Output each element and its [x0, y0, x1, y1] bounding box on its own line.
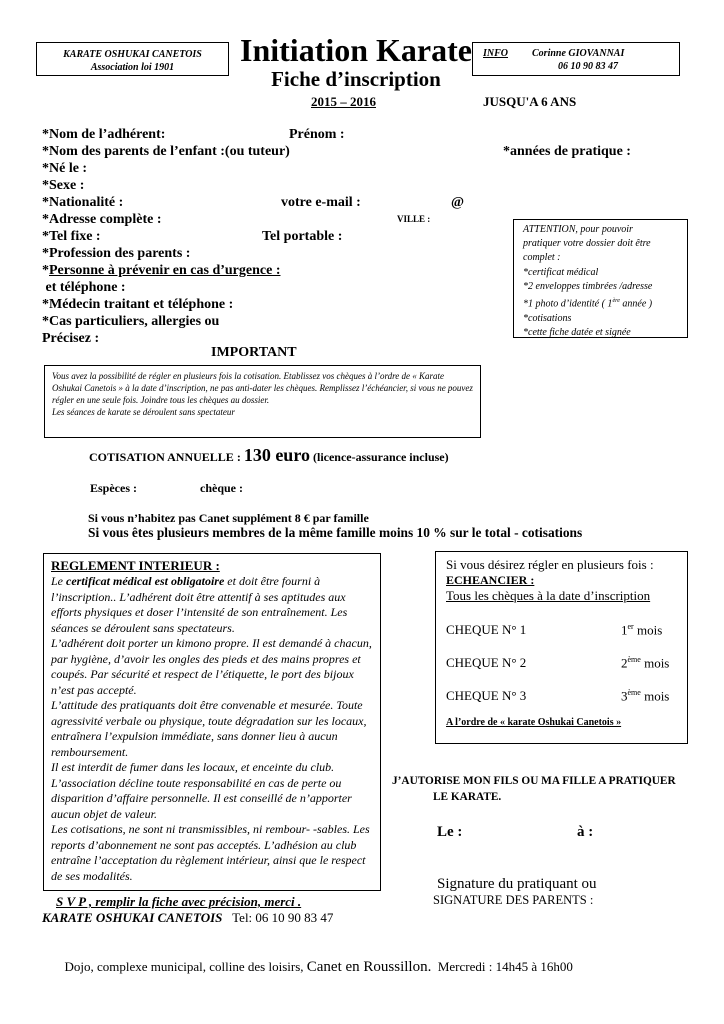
field-annees: *années de pratique : — [503, 144, 631, 159]
field-prenom: Prénom : — [289, 127, 345, 142]
echeancier-box — [435, 551, 688, 744]
info-phone: 06 10 90 83 47 — [558, 61, 618, 72]
echeancier-ordre: A l’ordre de « karate Oshukai Canetois » — [446, 717, 622, 728]
attention-line-2: complet : — [523, 252, 561, 264]
cheque-3-label: CHEQUE N° 3 — [446, 688, 527, 703]
cotisation-amount: 130 euro — [243, 445, 310, 465]
club-assoc: Association loi 1901 — [90, 62, 175, 73]
reglement-p4: Il est interdit de fumer dans les locaux, et enceinte du club. L’association décline toute responsabilité en cas de perte ou disparition d’affaire personnelle. Il est conseillé de n’apporter aucun objet de valeur. — [51, 760, 352, 821]
reduction-text: Si vous êtes plusieurs membres de la même famille moins 10 % sur le total - cotisations — [88, 525, 583, 540]
info-label: INFO — [483, 48, 509, 59]
cotisation-line — [89, 444, 449, 468]
reglement-p5: Les cotisations, ne sont ni transmissibles, ni rembour- -sables. Les reports d’abonnement ne sont pas acceptés. L’adhésion au club entraîne l’acceptation du règlement intérieur, ainsi que le respect de ses modalités. — [51, 822, 370, 883]
cotisation-note: (licence-assurance incluse) — [309, 450, 449, 464]
reglement-p3: L’attitude des pratiquants doit être convenable et mesurée. Toute agressivité verbale ou physique, toute dégradation sur les locaux, entraînera l’expulsion immédiate, sans donner lieu à aucun remboursement. — [51, 698, 367, 759]
field-sexe: *Sexe : — [42, 178, 85, 193]
field-email: votre e-mail : — [281, 195, 361, 210]
attention-line-4: *2 enveloppes timbrées /adresse — [523, 280, 653, 292]
signature-label-1: Signature du pratiquant ou — [437, 876, 597, 892]
attention-line-6: *cette fiche datée et signée — [523, 326, 631, 338]
cheque-2-label: CHEQUE N° 2 — [446, 655, 527, 670]
field-parents: *Nom des parents de l’enfant :(ou tuteur) — [42, 144, 290, 159]
club-name: KARATE OSHUKAI CANETOIS — [63, 49, 202, 60]
cheque-3-month: 3ème mois — [621, 688, 670, 704]
reglement-box — [43, 553, 381, 891]
season: 2015 – 2016 — [311, 94, 376, 109]
footer-club: KARATE OSHUKAI CANETOIS Tel: 06 10 90 83 47 — [42, 910, 334, 925]
cotisation-label: COTISATION ANNUELLE : — [89, 450, 244, 464]
field-ne-le: *Né le : — [42, 161, 88, 176]
cheque-2-month: 2ème mois — [621, 655, 670, 671]
field-telephone: et téléphone : — [42, 280, 126, 295]
svp-text: S V P , remplir la fiche avec précision, merci . — [56, 894, 302, 909]
cheque-label: chèque : — [200, 481, 243, 495]
field-urgence: *Personne à prévenir en cas d’urgence : — [42, 263, 281, 278]
echeancier-intro: Si vous désirez régler en plusieurs fois : — [446, 557, 654, 572]
attention-line-3: *certificat médical — [523, 266, 599, 278]
echeancier-title: ECHEANCIER : — [446, 573, 535, 587]
cheque-1-label: CHEQUE N° 1 — [446, 622, 527, 637]
echeancier-row — [446, 647, 687, 680]
age-limit: JUSQU'A 6 ANS — [483, 94, 577, 109]
field-cas: *Cas particuliers, allergies ou — [42, 314, 220, 329]
attention-line-5: *cotisations — [523, 312, 572, 324]
club-box — [36, 42, 229, 76]
field-medecin: *Médecin traitant et téléphone : — [42, 297, 234, 312]
page-subtitle: Fiche d’inscription — [271, 67, 441, 91]
date-label: Le : — [437, 824, 463, 840]
email-at: @ — [451, 195, 465, 210]
cheque-1-month: 1er mois — [621, 622, 663, 638]
reglement-p1: Le certificat médical est obligatoire et doit être fourni à l’inscription.. L’adhérent doit être attentif à ses aptitudes aux efforts physiques et doser l’intensité de son entraînement. Les séances se déroulent sans spectateurs. — [51, 574, 348, 635]
page-title: Initiation Karate — [240, 32, 472, 68]
attention-box — [513, 219, 688, 338]
attention-line-1: pratiquer votre dossier doit être — [523, 238, 651, 250]
field-tel-portable: Tel portable : — [262, 229, 343, 244]
field-profession: *Profession des parents : — [42, 246, 191, 261]
info-name: Corinne GIOVANNAI — [532, 48, 625, 59]
reglement-p2: L’adhérent doit porter un kimono propre. Il est demandé à chacun, par hygiène, d’avoir les ongles des pieds et des mains propres et coupés. Par sécurité et respect de l’étiquette, le port des bijoux n’est pas accepté. — [51, 636, 372, 697]
important-text: Vous avez la possibilité de régler en plusieurs fois la cotisation. Etablissez vos chèques à l’ordre de « Karate Oshukai Canetois » à la date d’inscription, ne pas anti-dater les chèques. Remplissez l’échéancier, si vous ne pouvez régler en une seule fois. Joindre tous les chèques au dossier. — [52, 371, 473, 405]
reglement-title: REGLEMENT INTERIEUR : — [51, 558, 220, 573]
field-ville: VILLE : — [397, 214, 431, 224]
echeancier-row — [446, 614, 687, 647]
field-tel-fixe: *Tel fixe : — [42, 229, 101, 244]
signature-label-2: SIGNATURE DES PARENTS : — [433, 893, 594, 907]
autorisation-line-2: LE KARATE. — [433, 791, 502, 803]
autorisation-line-1: J’AUTORISE MON FILS OU MA FILLE A PRATIQUER — [392, 775, 676, 787]
attention-photo: *1 photo d’identité ( 1ère année ) — [523, 298, 653, 310]
field-adresse: *Adresse complète : — [42, 212, 162, 227]
supplement-text: Si vous n’habitez pas Canet supplément 8 € par famille — [88, 511, 369, 525]
info-box — [472, 42, 680, 76]
important-text-2: Les séances de karate se déroulent sans spectateur — [52, 407, 235, 417]
field-nom: *Nom de l’adhérent: — [42, 127, 166, 142]
important-box — [44, 365, 481, 438]
echeancier-subtitle: Tous les chèques à la date d’inscription — [446, 588, 651, 603]
field-nationalite: *Nationalité : — [42, 195, 124, 210]
important-title: IMPORTANT — [211, 345, 297, 360]
attention-line-0: ATTENTION, pour pouvoir — [523, 224, 633, 235]
field-precisez: Précisez : — [42, 331, 100, 346]
especes-label: Espèces : — [90, 481, 137, 495]
echeancier-row — [446, 680, 687, 713]
place-label: à : — [577, 824, 594, 840]
footer-dojo: Dojo, complexe municipal, colline des loisirs, Canet en Roussillon. Mercredi : 14h45 à 16h00 — [64, 959, 573, 975]
